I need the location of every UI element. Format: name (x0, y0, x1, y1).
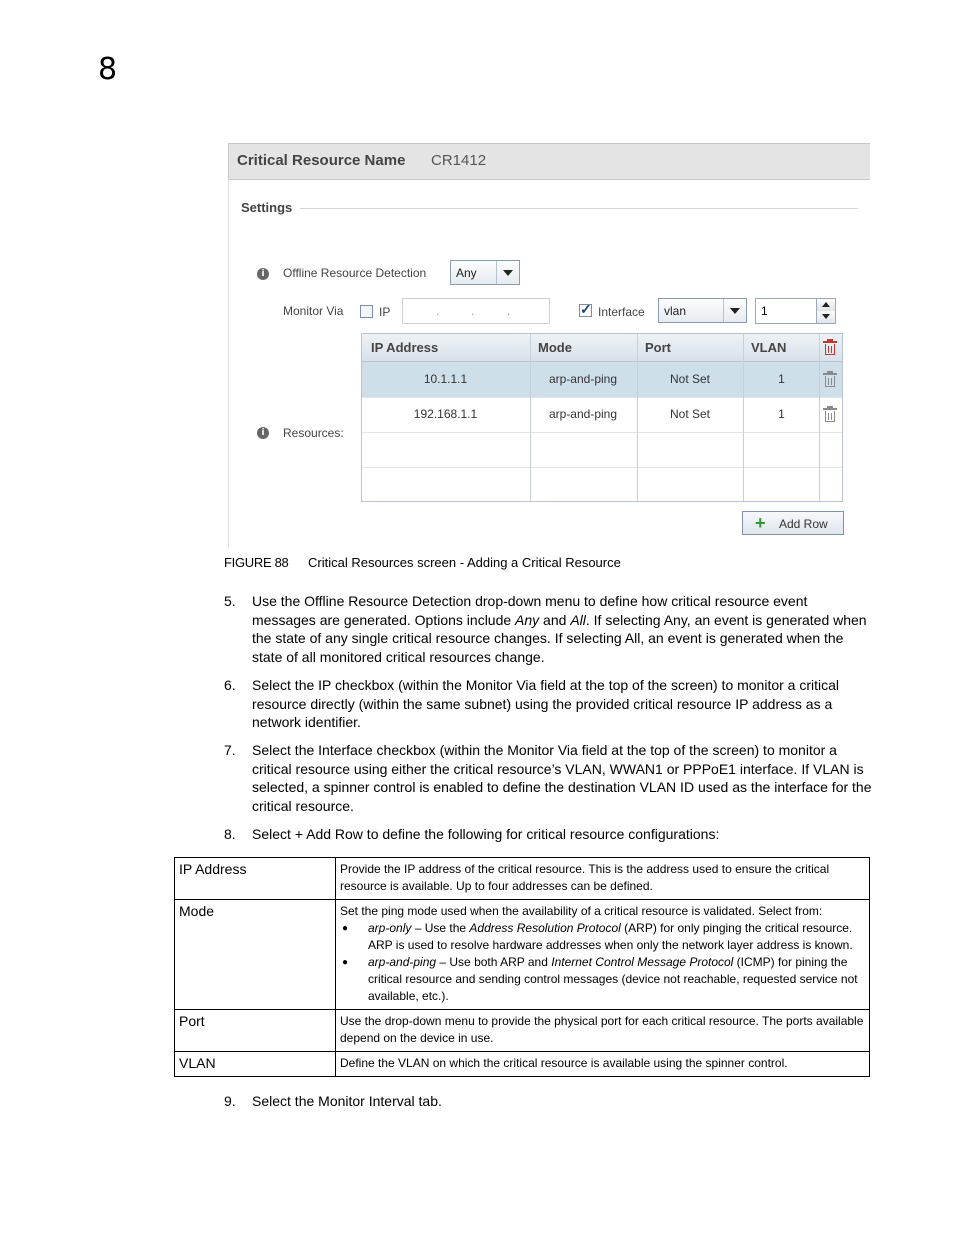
ui-term: Any (663, 611, 687, 628)
ui-term: + Add Row (294, 826, 363, 842)
checkmark-icon: ✓ (580, 301, 592, 317)
critical-resource-name-label: Critical Resource Name (237, 152, 406, 169)
resources-label: Resources: (283, 426, 344, 440)
column-header-vlan[interactable]: VLAN (751, 340, 787, 355)
row-mode: arp-and-ping (548, 372, 618, 386)
delete-all-trash-icon[interactable] (823, 339, 837, 356)
interface-dropdown[interactable] (658, 298, 747, 323)
desc-ip-address: Provide the IP address of the critical resource. This is the address used to ensure the critical resource is available. Up to four addresses can be defined. (336, 858, 870, 900)
table-row-empty (362, 432, 842, 468)
row-ip-address: 192.168.1.1 (413, 407, 478, 421)
row-vlan: 1 (778, 407, 785, 421)
ip-checkbox[interactable] (360, 305, 373, 318)
spinner-down-button[interactable] (816, 311, 835, 323)
list-item: ● arp-and-ping – Use both ARP and Internet Control Message Protocol (ICMP) for pining the critical resource and sending control messages (device not reachable, requested service not available, etc.). (340, 954, 865, 1005)
arrow-down-icon (822, 314, 830, 319)
table-row (175, 858, 870, 900)
screen-header (228, 143, 870, 180)
trash-icon[interactable] (823, 371, 837, 388)
offline-detection-label: Offline Resource Detection (283, 266, 427, 280)
monitor-via-label: Monitor Via (283, 304, 344, 318)
term-mode: Mode (175, 900, 336, 1010)
term-port: Port (175, 1010, 336, 1052)
desc-mode: Set the ping mode used when the availability of a critical resource is validated. Select from: ● arp-only – Use the Address Resolution Protocol (ARP) for only pinging the critical resource. ARP is used to resolve hardware addresses when only the network layer address is known. ● arp-and-ping – Use both ARP and Internet Control Message Protocol (ICMP) for pining the critical resource and sending control messages (device not reachable, requested service not available, etc.). (336, 900, 870, 1010)
offline-detection-dropdown[interactable] (450, 260, 520, 285)
plus-icon: + (755, 513, 766, 533)
figure-label: FIGURE 88 (224, 555, 289, 570)
list-item: ● arp-only – Use the Address Resolution Protocol (ARP) for only pinging the critical resource. ARP is used to resolve hardware addresses when only the network layer address is known. (340, 920, 865, 954)
row-mode: arp-and-ping (548, 407, 618, 421)
term-vlan: VLAN (175, 1052, 336, 1077)
row-ip-address: 10.1.1.1 (423, 372, 468, 386)
column-header-ip-address[interactable]: IP Address (371, 340, 439, 355)
row-port: Not Set (669, 372, 711, 386)
figure-title: Critical Resources screen - Adding a Critical Resource (308, 555, 621, 570)
critical-resource-screenshot (228, 143, 870, 549)
ui-term: Monitor Via (507, 742, 578, 758)
table-row[interactable] (362, 362, 842, 398)
chevron-down-icon (503, 270, 513, 276)
info-icon[interactable]: i (257, 268, 269, 280)
table-row (175, 1052, 870, 1077)
ui-term: Offline Resource Detection (304, 593, 472, 609)
vlan-spinner-value: 1 (761, 304, 768, 318)
desc-port: Use the drop-down menu to provide the physical port for each critical resource. The ports available depend on the device in use. (336, 1010, 870, 1052)
column-header-port[interactable]: Port (645, 340, 671, 355)
info-icon[interactable]: i (257, 427, 269, 439)
resources-table-header (362, 334, 842, 362)
ui-term: IP (318, 677, 332, 693)
ui-term: Monitor Interval (318, 1093, 415, 1109)
desc-vlan: Define the VLAN on which the critical resource is available using the spinner control. (336, 1052, 870, 1077)
add-row-button[interactable] (742, 511, 844, 535)
critical-resource-name-value: CR1412 (431, 152, 487, 169)
settings-heading: Settings (241, 200, 293, 215)
interface-checkbox[interactable] (579, 301, 592, 317)
row-vlan: 1 (778, 372, 785, 386)
figure-caption (224, 555, 621, 570)
ui-term: All (624, 630, 641, 647)
table-row (175, 900, 870, 1010)
ip-address-input[interactable]: . . . (402, 298, 550, 324)
resources-table (361, 333, 843, 502)
column-header-mode[interactable]: Mode (538, 340, 572, 355)
field-definitions-table (174, 857, 870, 1077)
panel-left-border (228, 179, 229, 549)
ui-term: Monitor Via (465, 677, 537, 693)
term-ip-address: IP Address (175, 858, 336, 900)
add-row-label: Add Row (779, 517, 828, 531)
table-row[interactable] (362, 397, 842, 433)
ui-term: Interface (318, 742, 373, 758)
interface-checkbox-label: Interface (598, 305, 645, 319)
ip-checkbox-label: IP (379, 305, 391, 319)
interface-value: vlan (664, 304, 687, 318)
trash-icon[interactable] (823, 406, 837, 423)
chapter-number: 8 (98, 52, 118, 87)
mode-options-list (340, 920, 865, 1005)
offline-detection-value: Any (456, 266, 477, 280)
table-row (175, 1010, 870, 1052)
chevron-down-icon (730, 308, 740, 314)
settings-divider (300, 208, 858, 209)
vlan-spinner[interactable] (755, 298, 836, 324)
row-port: Not Set (669, 407, 711, 421)
arrow-up-icon (822, 302, 830, 307)
